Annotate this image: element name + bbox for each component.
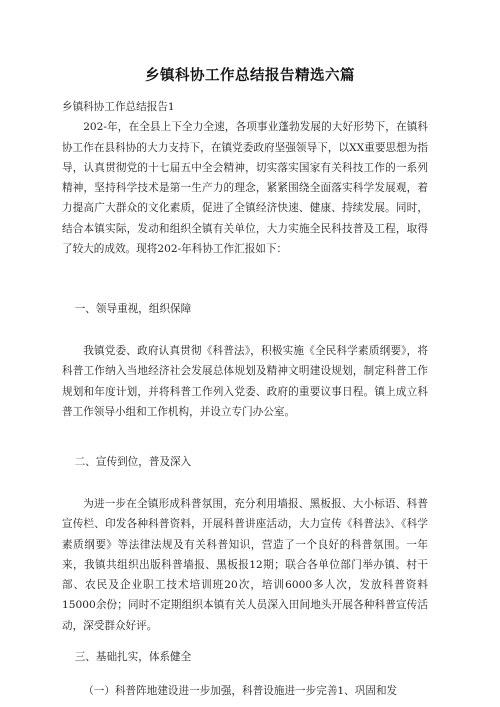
section-3 (62, 647, 428, 667)
section-heading: 一、领导重视，组织保障 (74, 303, 192, 315)
section-1 (62, 299, 428, 319)
section-3-body (62, 681, 428, 701)
section-2-body (62, 494, 428, 636)
section-2 (62, 452, 428, 472)
section-heading: 三、基础扎实，体系健全 (74, 651, 192, 663)
section-1-body (62, 341, 428, 422)
section-paragraph: 我镇党委、政府认真贯彻《科普法》，积极实施《全民科学素质纲要》，将科普工作纳入当地经济社会发展总体规划及精神文明建设规划，制定科普工作规划和年度计划，并将科普工作列入党委、政府的重要议事日程。镇上成立科普工作领导小组和工作机构，并设立专门办公室。 (62, 345, 428, 418)
section-heading: 二、宣传到位，普及深入 (74, 456, 192, 468)
report-label: 乡镇科协工作总结报告1 (62, 101, 175, 113)
report-body (62, 97, 428, 259)
section-paragraph: 为进一步在全镇形成科普氛围，充分利用墙报、黑板报、大小标语、科普宣传栏、印发各种科普资料，开展科普讲座活动，大力宣传《科普法》、《科学素质纲要》等法律法规及有关科普知识，营造了一个良好的科普氛围。一年来，我镇共组织出版科普墙报、黑板报12期；联合各单位部门举办镇、村干部、农民及企业职工技术培训班20次，培训6000多人次，发放科普资料15000余份；同时不定期组织本镇有关人员深入田间地头开展各种科普宣传活动，深受群众好评。 (62, 498, 428, 632)
page-title: 乡镇科协工作总结报告精选六篇 (145, 68, 355, 84)
intro-paragraph: 202-年，在全县上下全力全速，各项事业蓬勃发展的大好形势下，在镇科协工作在县科协的大力支持下，在镇党委政府坚强领导下，以XX重要思想为指导，认真贯彻党的十七届五中全会精神，切实落实国家有关科技工作的一系列精神，坚持科学技术是第一生产力的理念，紧紧围绕全面落实科学发展观，着力提高广大群众的文化素质，促进了全镇经济快速、健康、持续发展。同时，结合本镇实际，发动和组织全镇有关单位，大力实施全民科技普及工程，取得了较大的成效。现将202-年科协工作汇报如下： (62, 121, 428, 256)
section-paragraph: （一）科普阵地建设进一步加强，科普设施进一步完善1、巩固和发 (83, 685, 398, 697)
